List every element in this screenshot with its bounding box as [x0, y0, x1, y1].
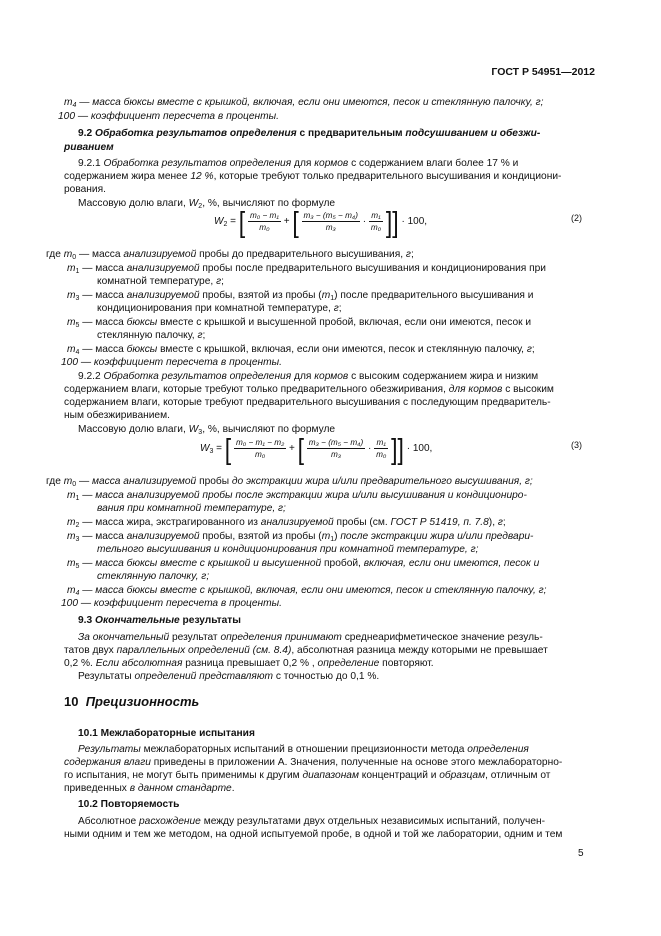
def3-m3: $m_3$ — масса анализируемой пробы, взятой из пробы $(m_1)$ после экстракции жира и/или предвари-	[67, 531, 534, 543]
para-10-2-line1: Абсолютное расхождение между результатами двух отдельных независимых испытаний, получен-	[78, 816, 546, 827]
para-9-3-line2: татов двух параллельных определений (см. 8.4), абсолютная разница между которыми не превышает	[64, 645, 548, 656]
section-10-heading: 10 Прецизионность	[64, 694, 200, 709]
def3-m3-cont: тельного высушивания и кондиционирования при комнатной температуре, г;	[97, 544, 479, 555]
equation-number-3: (3)	[571, 440, 582, 450]
formula-2-fraction-1: $\frac{\text{m₀ − m₁}}{\text{m₀}}$	[249, 211, 279, 232]
section-10-2-heading: 10.2 Повторяемость	[78, 799, 180, 810]
formula-3: $W_3$ = [ $\frac{\text{m₀ − m₁ − m₂}}{\text{m₀}}$ + [ $\frac{\text{m₃ − (m₅ − m₄)}}{\text{m₃}}$ · $\frac{\text{m₁}}{\text{m₀}}$ ]] · 100,	[200, 432, 433, 465]
def2-m1-cont: комнатной температуре, г;	[97, 276, 224, 287]
standard-number: ГОСТ Р 54951—2012	[491, 66, 595, 78]
def2-m3: $m_3$ — масса анализируемой пробы, взятой из пробы $(m_1)$ после предварительного высушивания и	[67, 290, 534, 302]
para-10-1-line2: содержания влаги приведены в приложении А. Значения, полученные на основе этого межлабораторно-	[64, 757, 563, 768]
para-9-2-2-line3: содержанием влаги, которые требуют предварительного высушивания с последующим предваритель-	[64, 397, 551, 408]
page-number: 5	[578, 848, 584, 859]
def3-m5-cont: стеклянную палочку, г;	[97, 571, 210, 582]
para-9-2-2-line1: 9.2.2 Обработка результатов определения для кормов с высоким содержанием жира и низким	[78, 371, 539, 382]
para-9-2-1-line3: рования.	[64, 184, 106, 195]
para-9-2-2-line4: ным обезжириванием.	[64, 410, 170, 421]
formula-3-fraction-2: $\frac{\text{m₃ − (m₅ − m₄)}}{\text{m₃}}$	[308, 438, 364, 459]
formula-2-fraction-3: $\frac{\text{m₁}}{\text{m₀}}$	[370, 211, 382, 232]
section-9-3-heading: 9.3 Окончательные результаты	[78, 615, 241, 626]
def3-100: 100 — коэффициент пересчета в проценты.	[61, 598, 282, 609]
def2-m5: $m_5$ — масса бюксы вместе с крышкой и высушенной пробой, включая, если они имеются, песок и	[67, 317, 532, 329]
def2-m0: где $m_0$ — масса анализируемой пробы до предварительного высушивания, г;	[46, 249, 414, 261]
para-10-1-line1: Результаты межлабораторных испытаний в отношении прецизионности метода определения	[78, 744, 529, 755]
def2-m5-cont: стеклянную палочку, г;	[97, 330, 206, 341]
def2-m4: $m_4$ — масса бюксы вместе с крышкой, включая, если они имеются, песок и стеклянную палочку, г;	[67, 344, 535, 356]
para-10-1-line4: приведенных в данном стандарте.	[64, 783, 235, 794]
para-9-2-1-line2: содержанием жира менее 12 %, которые требуют только предварительного высушивания и кондициони-	[64, 171, 562, 182]
def2-100: 100 — коэффициент пересчета в проценты.	[61, 357, 282, 368]
def3-m2: $m_2$ — масса жира, экстрагированного из анализируемой пробы (см. ГОСТ Р 51419, п. 7.8), г;	[67, 517, 506, 529]
section-9-2-heading-cont: риванием	[64, 142, 114, 153]
formula-3-fraction-1: $\frac{\text{m₀ − m₁ − m₂}}{\text{m₀}}$	[235, 438, 285, 459]
def3-m1-cont: вания при комнатной температуре, г;	[97, 503, 286, 514]
para-9-2-2-line2: содержанием влаги, которые требуют только предварительного обезжиривания, для кормов с высоким	[64, 384, 554, 395]
def3-m1: $m_1$ — масса анализируемой пробы после экстракции жира и/или высушивания и кондициониро-	[67, 490, 527, 502]
def2-m1: $m_1$ — масса анализируемой пробы после предварительного высушивания и кондиционирования при	[67, 263, 547, 275]
w2-intro: Массовую долю влаги, $W_2$, %, вычисляют по формуле	[78, 198, 336, 210]
para-9-3-line1: За окончательный результат определения принимают среднеарифметическое значение резуль-	[78, 632, 543, 643]
def2-m3-cont: кондиционирования при комнатной температуре, г;	[97, 303, 342, 314]
def3-m4: $m_4$ — масса бюксы вместе с крышкой, включая, если они имеются, песок и стеклянную палочку, г;	[67, 585, 547, 597]
formula-2-fraction-2: $\frac{\text{m₃ − (m₅ − m₄)}}{\text{m₃}}$	[303, 211, 358, 232]
section-9-2-heading: 9.2 Обработка результатов определения с предварительным подсушиванием и обезжи-	[78, 128, 541, 139]
para-10-2-line2: ными одним и тем же методом, на одной испытуемой пробе, в одной и той же лаборатории, одним и тем	[64, 829, 563, 840]
def3-m5: $m_5$ — масса бюксы вместе с крышкой и высушенной пробой, включая, если они имеются, песок и	[67, 558, 540, 570]
definition-100: 100 — коэффициент пересчета в проценты.	[58, 111, 279, 122]
equation-number-2: (2)	[571, 213, 582, 223]
para-9-2-1-line1: 9.2.1 Обработка результатов определения для кормов с содержанием влаги более 17 % и	[78, 158, 519, 169]
w3-intro: Массовую долю влаги, $W_3$, %, вычисляют по формуле	[78, 424, 336, 436]
definition-m4: $m_4$ — масса бюксы вместе с крышкой, включая, если они имеются, песок и стеклянную палочку, г;	[64, 97, 544, 109]
section-10-1-heading: 10.1 Межлабораторные испытания	[78, 728, 255, 739]
para-9-3-line3: 0,2 %. Если абсолютная разница превышает 0,2 % , определение повторяют.	[64, 658, 434, 669]
def3-m0: где $m_0$ — масса анализируемой пробы до экстракции жира и/или предварительного высушивания, г;	[46, 476, 533, 488]
formula-2: $W_2$ = [ $\frac{\text{m₀ − m₁}}{\text{m₀}}$ + [ $\frac{\text{m₃ − (m₅ − m₄)}}{\text{m₃}}$ · $\frac{\text{m₁}}{\text{m₀}}$ ]] · 100,	[214, 205, 428, 238]
para-10-1-line3: го испытания, не могут быть применимы к другим диапазонам концентраций и образцам, отличным от	[64, 770, 551, 781]
formula-3-fraction-3: $\frac{\text{m₁}}{\text{m₀}}$	[376, 438, 387, 459]
para-9-3-line4: Результаты определений представляют с точностью до 0,1 %.	[78, 671, 380, 682]
